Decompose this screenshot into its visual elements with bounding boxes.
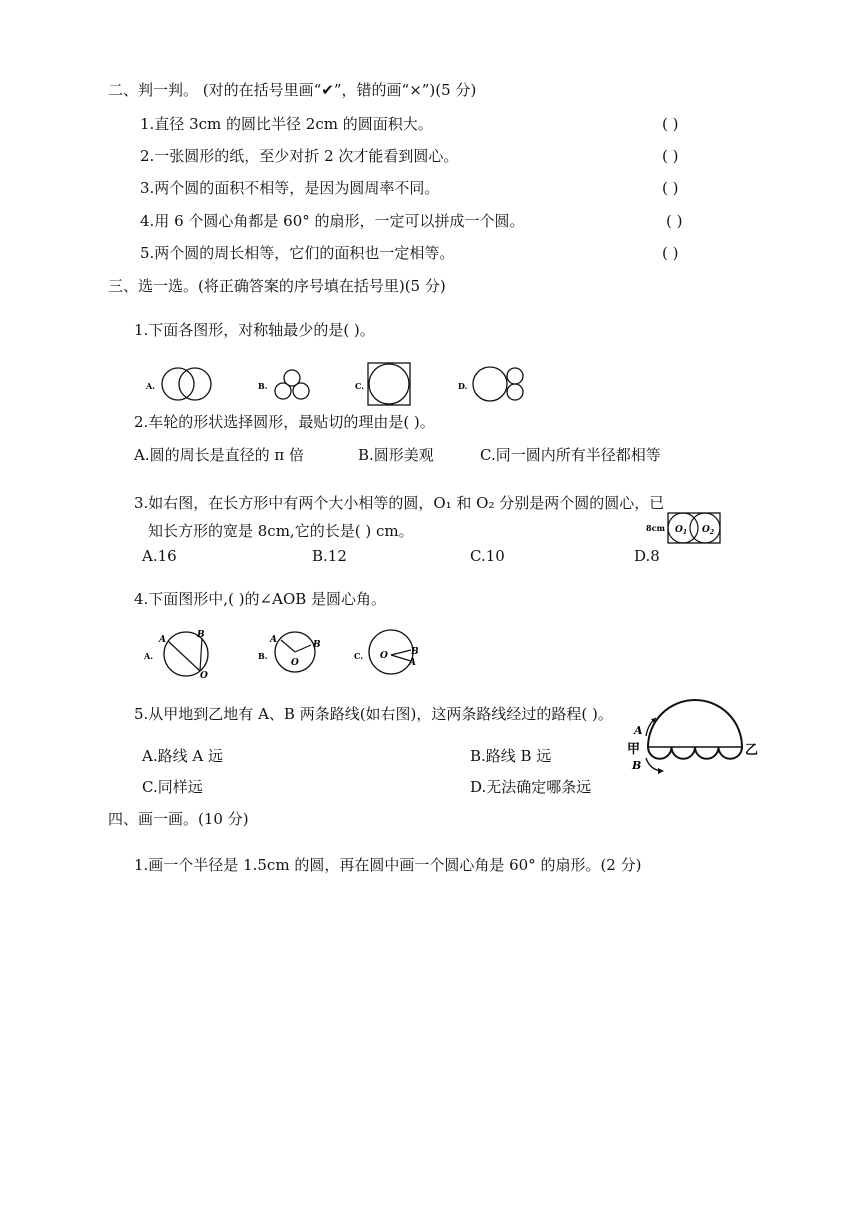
choose-q3-stem-line2: 知长方形的宽是 8cm,它的长是( ) cm。 (148, 522, 414, 540)
q4-b-point-a: A (270, 635, 277, 645)
q4-c-point-a: A (409, 658, 416, 668)
q4-figure-a (143, 630, 208, 678)
judge-item-5: 5.两个圆的周长相等，它们的面积也一定相等。 (140, 244, 455, 262)
q4-c-point-o: O (380, 651, 388, 661)
q4-label-c: C. (354, 651, 364, 661)
judge-item-4: 4.用 6 个圆心角都是 60° 的扇形，一定可以拼成一个圆。 (140, 212, 525, 230)
choose-q1-stem: 1.下面各图形，对称轴最少的是( )。 (134, 321, 375, 339)
q1-label-d: D. (458, 381, 468, 391)
q5-route-figure (624, 696, 760, 778)
q4-a-point-o: O (200, 671, 208, 678)
choose-q5-option-c[interactable]: C.同样远 (142, 778, 203, 796)
q3-o1-subscript: 1 (682, 529, 688, 536)
choose-q2-option-b[interactable]: B.圆形美观 (358, 446, 434, 464)
q5-start-label: 甲 (627, 742, 641, 757)
q4-a-point-a: A (159, 635, 166, 645)
q4-figure-b (258, 632, 321, 672)
draw-heading: 四、画一画。(10 分) (108, 810, 249, 828)
q5-end-label: 乙 (745, 743, 759, 758)
choose-q5-option-a[interactable]: A.路线 A 远 (142, 747, 223, 765)
q1-label-b: B. (258, 381, 268, 391)
svg-text:O2 (702, 525, 714, 536)
q3-o2-label: O (702, 525, 710, 535)
q4-label-a: A. (144, 651, 153, 661)
judge-item-3: 3.两个圆的面积不相等，是因为圆周率不同。 (140, 179, 440, 197)
choose-q5-option-d[interactable]: D.无法确定哪条远 (470, 778, 592, 796)
q3-o2-subscript: 2 (709, 529, 715, 536)
choose-q3-option-c[interactable]: C.10 (470, 547, 505, 565)
choose-q2-stem: 2.车轮的形状选择圆形，最贴切的理由是( )。 (134, 413, 435, 431)
q1-label-c: C. (355, 381, 365, 391)
q1-figure-b (258, 370, 309, 399)
judge-answer-paren-1[interactable]: ( ) (662, 115, 679, 133)
q4-label-b: B. (258, 651, 268, 661)
q4-b-point-b: B (313, 640, 321, 650)
choose-heading: 三、选一选。(将正确答案的序号填在括号里)(5 分) (108, 277, 446, 295)
q5-route-a-label: A (634, 724, 643, 737)
judge-item-2: 2.一张圆形的纸，至少对折 2 次才能看到圆心。 (140, 147, 459, 165)
svg-text:O1 (675, 525, 687, 536)
q3-o1-label: O (675, 525, 683, 535)
q4-a-point-b: B (197, 630, 205, 640)
choose-q3-option-b[interactable]: B.12 (312, 547, 347, 565)
drawing-area[interactable] (134, 890, 734, 1190)
q5-route-b-label: B (632, 759, 642, 772)
q3-width-label: 8cm (646, 523, 665, 533)
q4-c-point-b: B (411, 647, 419, 657)
choose-q3-option-d[interactable]: D.8 (634, 547, 660, 565)
q1-label-a: A. (146, 381, 155, 391)
choose-q5-option-b[interactable]: B.路线 B 远 (470, 747, 552, 765)
judge-heading: 二、判一判。 (对的在括号里画“✔”，错的画“×”)(5 分) (108, 81, 477, 99)
q4-figures (140, 628, 430, 678)
choose-q2-option-a[interactable]: A.圆的周长是直径的 π 倍 (134, 446, 304, 464)
choose-q4-stem: 4.下面图形中,( )的∠AOB 是圆心角。 (134, 590, 387, 608)
judge-item-1: 1.直径 3cm 的圆比半径 2cm 的圆面积大。 (140, 115, 433, 133)
choose-q5-stem: 5.从甲地到乙地有 A、B 两条路线(如右图)，这两条路线经过的路程( )。 (134, 705, 613, 723)
q1-figure-d (458, 367, 523, 401)
choose-q3-option-a[interactable]: A.16 (142, 547, 177, 565)
judge-answer-paren-2[interactable]: ( ) (662, 147, 679, 165)
judge-answer-paren-4[interactable]: ( ) (666, 212, 683, 230)
choose-q3-stem-line1: 3.如右图，在长方形中有两个大小相等的圆，O₁ 和 O₂ 分别是两个圆的圆心，已 (134, 494, 665, 512)
q4-b-point-o: O (291, 658, 299, 668)
draw-q1: 1.画一个半径是 1.5cm 的圆，再在圆中画一个圆心角是 60° 的扇形。(2 分) (134, 856, 642, 874)
judge-answer-paren-3[interactable]: ( ) (662, 179, 679, 197)
q1-figures (140, 360, 540, 408)
q1-figure-a (145, 368, 211, 400)
judge-answer-paren-5[interactable]: ( ) (662, 244, 679, 262)
q3-figure (644, 511, 724, 547)
q1-figure-c (355, 363, 410, 405)
choose-q2-option-c[interactable]: C.同一圆内所有半径都相等 (480, 446, 661, 464)
q4-figure-c (354, 630, 419, 674)
